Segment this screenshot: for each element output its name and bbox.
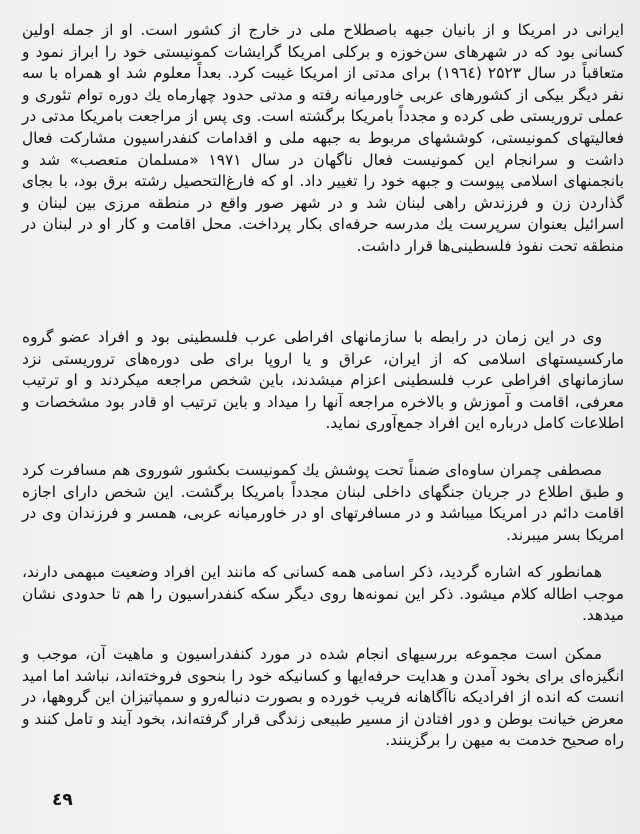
paragraph-conclusion [22, 644, 624, 752]
paragraph-text: همانطور که اشاره گردید، ذکر اسامی همه کسانی که مانند این افراد وضعیت مبهمی دارند، موجب اطاله کلام میشود. ذکر این نمونه‌ها روی دیگر سکه کنفدراسیون را هم تا حدودی نشان میدهد. [22, 563, 624, 625]
paragraph-other-names [22, 562, 624, 627]
paragraph-text: ممکن است مجموعه بررسیهای انجام شده در مورد کنفدراسیون و ماهیت آن، موجب و انگیزه‌ای برای بخود آمدن و هدایت حرفه‌ایها و کسانیکه خود را بنحوی فروخته‌اند، نباشد اما امید انست که انده از افرادیکه ناآگاهانه فریب خورده و بصورت دنباله‌رو و سمپاتیزان این گروهها، در معرض خیانت بوطن و دور افتادن از مسیر طبیعی زندگی قرار گرفته‌اند، بخود آیند و تامل کنند و راه صحیح خدمت به میهن را برگزینند. [22, 645, 624, 750]
paragraph-chamran-background [22, 20, 624, 258]
page-number: ٤٩ [52, 790, 73, 810]
paragraph-palestinian-contacts [22, 327, 624, 435]
paragraph-soviet-travel [22, 460, 624, 546]
paragraph-text: مصطفی چمران ساوه‌ای ضمناً تحت پوشش یك کمونیست بکشور شوروی هم مسافرت کرد و طبق اطلاع در جریان جنگهای داخلی لبنان مجدداً بامریکا برگشت. این شخص دارای اجازه اقامت دائم در امریکا میباشد و در مسافرتهای او در خاورمیانه عربی، همسر و فرزندان وی در امریکا بسر میبرند. [22, 461, 624, 544]
paragraph-text: وی در این زمان در رابطه با سازمانهای افراطی عرب فلسطینی بود و افراد عضو گروه مارکسیستهای اسلامی که از ایران، عراق و یا اروپا برای طی دوره‌های تروریستی نزد سازمانهای افراطی عرب فلسطینی اعزام میشدند، باین شخص مراجعه میکردند و او ترتیب معرفی، اقامت و آموزش و بالاخره مراجعه آنها را میداد و باین ترتیب او قادر بود مشخصات و اطلاعات کامل درباره این افراد جمع‌آوری نماید. [22, 328, 624, 433]
paragraph-text: ایرانی در امریکا و از بانیان جبهه باصطلاح ملی در خارج از کشور است. او از جمله اولین کسانی بود که در شهرهای سن‌خوزه و برکلی امریکا گرایشات کمونیستی خود را ابراز نمود و متعاقباً در سال ۲۵۲۳ (۱۹٦٤) برای مدتی از امریکا غیبت کرد. بعداً معلوم شد او همراه با سه نفر دیگر بیکی از کشورهای عربی خاورمیانه رفته و مدتی حدود چهارماه یك دوره توام تئوری و عملی تروریستی طی کرده و مجدداً بامریکا برگشته است. وی پس از مراجعت بامریکا مدتی در فعالیتهای کمونیستی، کوششهای مربوط به جبهه ملی و اقدامات کنفدراسیون مشارکت فعال داشت و سرانجام این کمونیست فعال ناگهان در سال ۱۹۷۱ «مسلمان متعصب» شد و بانجمنهای اسلامی پیوست و جبهه خود را تغییر داد. او که فارغ‌التحصیل رشته برق بود، با بجای گذاردن زن و فرزندش راهی لبنان شد و در شهر صور واقع در منطقه مرزی بین لبنان و اسرائیل بعنوان سرپرست یك مدرسه حرفه‌ای بکار پرداخت. محل اقامت و کار او در لبنان در منطقه تحت نفوذ فلسطینی‌ها قرار داشت. [22, 21, 624, 255]
